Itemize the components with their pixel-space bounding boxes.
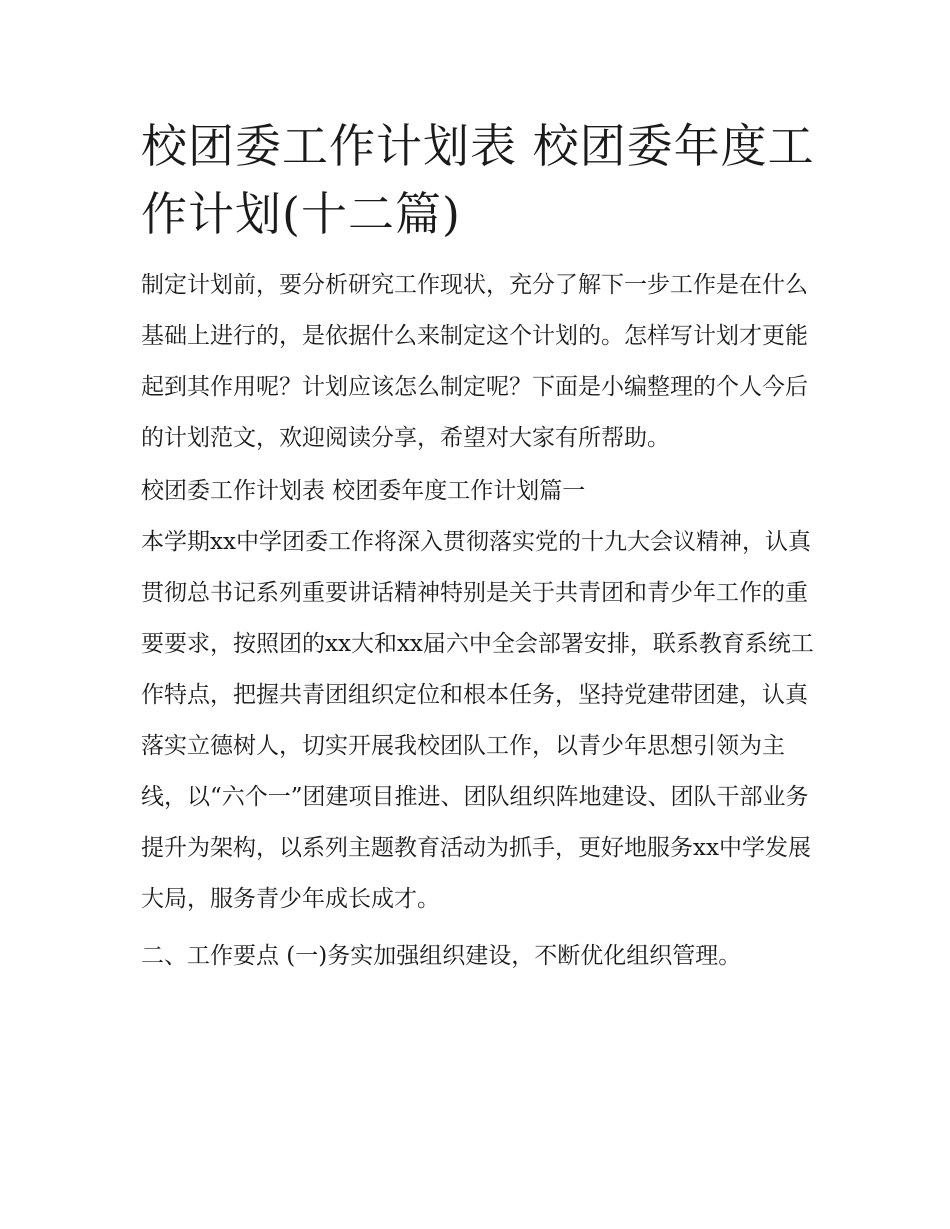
section-heading: 校团委工作计划表 校团委年度工作计划篇一 (141, 478, 586, 504)
document-content (141, 112, 821, 982)
document-title: 校团委工作计划表 校团委年度工作计划(十二篇) (141, 119, 815, 241)
work-points-heading: 二、工作要点 (一)务实加强组织建设，不断优化组织管理。 (141, 943, 742, 969)
body-paragraph: 本学期xx中学团委工作将深入贯彻落实党的十九大会议精神，认真贯彻总书记系列重要讲话精神特别是关于共青团和青少年工作的重要要求，按照团的xx大和xx届六中全会部署安排，联系教育系统工作特点，把握共青团组织定位和根本任务，坚持党建带团建，认真落实立德树人，切实开展我校团队工作，以青少年思想引领为主线，以“六个一”团建项目推进、团队组织阵地建设、团队干部业务提升为架构，以系列主题教育活动为抓手，更好地服务xx中学发展大局，服务青少年成长成才。 (141, 529, 814, 912)
intro-paragraph: 制定计划前，要分析研究工作现状，充分了解下一步工作是在什么基础上进行的，是依据什么来制定这个计划的。怎样写计划才更能起到其作用呢？计划应该怎么制定呢？下面是小编整理的个人今后的计划范文，欢迎阅读分享，希望对大家有所帮助。 (141, 272, 808, 451)
